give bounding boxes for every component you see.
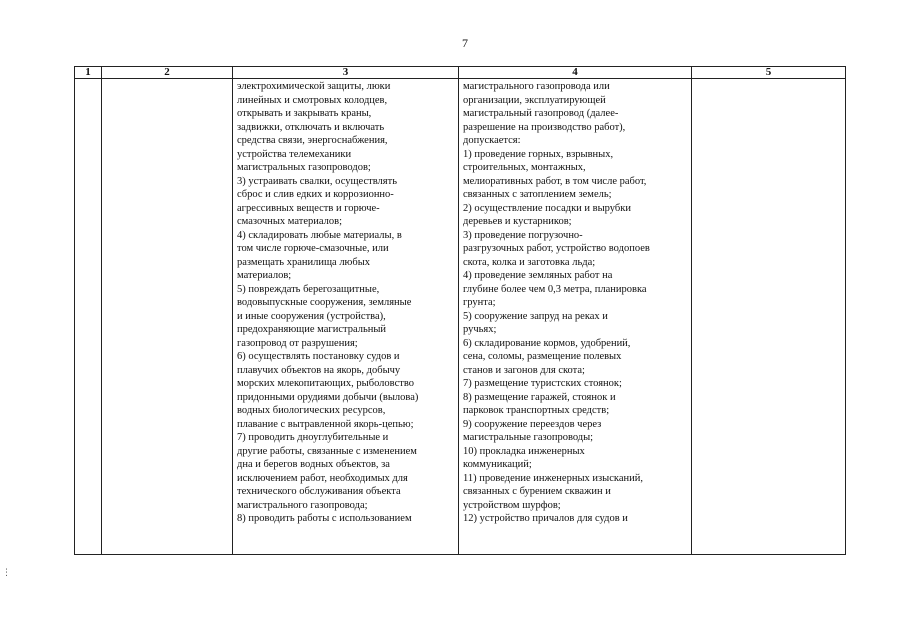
column-header-5: 5 xyxy=(692,67,846,79)
col3-text-line: дна и берегов водных объектов, за xyxy=(237,459,390,470)
col3-text-line: морских млекопитающих, рыболовство xyxy=(237,378,414,389)
col3-text-line: 7) проводить дноуглубительные и xyxy=(237,432,389,443)
col4-text-line: 10) прокладка инженерных xyxy=(463,445,585,457)
col4-text-line: деревьев и кустарников; xyxy=(463,216,572,227)
col3-text-line: задвижки, отключать и включать xyxy=(237,121,385,133)
page-number: 7 xyxy=(462,36,468,50)
col3-text-line: водовыпускные сооружения, земляные xyxy=(237,297,412,308)
col4-text-line: связанных с затоплением земель; xyxy=(463,189,612,200)
col3-text-line: предохраняющие магистральный xyxy=(237,324,387,335)
col4-text-line: ручьях; xyxy=(463,324,497,335)
col3-text-line: материалов; xyxy=(237,270,292,281)
col3-text-line: плавание с вытравленной якорь-цепью; xyxy=(237,418,414,430)
cell-col-3 xyxy=(233,79,459,555)
col3-text-line: 5) повреждать берегозащитные, xyxy=(237,283,380,295)
cell-col-5 xyxy=(692,79,846,555)
column-header-4: 4 xyxy=(459,67,692,79)
col3-text-line: газопровод от разрушения; xyxy=(237,337,358,349)
col4-text-line: магистрального газопровода или xyxy=(463,81,610,92)
col3-text-line: 8) проводить работы с использованием xyxy=(237,513,412,524)
col3-text-line: 6) осуществлять постановку судов и xyxy=(237,351,400,362)
col4-text-line: 2) осуществление посадки и вырубки xyxy=(463,202,631,214)
table-header-row xyxy=(75,67,846,79)
col4-text-line: 11) проведение инженерных изысканий, xyxy=(463,472,643,484)
col3-text-line: открывать и закрывать краны, xyxy=(237,108,372,119)
col4-text-line: 12) устройство причалов для судов и xyxy=(463,513,628,524)
col4-text-line: допускается: xyxy=(463,135,521,146)
column-header-3: 3 xyxy=(233,67,459,79)
col4-text-line: 6) складирование кормов, удобрений, xyxy=(463,337,631,349)
table-row xyxy=(75,79,846,555)
col3-text-line: размещать хранилища любых xyxy=(237,256,371,268)
col4-text-line: 7) размещение туристских стоянок; xyxy=(463,378,622,389)
col3-text-line: плавучих объектов на якорь, добычу xyxy=(237,364,401,376)
document-table xyxy=(74,66,846,555)
col3-text-line: и иные сооружения (устройства), xyxy=(237,310,386,322)
col3-text-line: технического обслуживания объекта xyxy=(237,486,401,497)
col3-text-line: 3) устраивать свалки, осуществлять xyxy=(237,175,397,187)
scan-edge-mark: ⋮ xyxy=(2,568,11,578)
col4-text-line: 9) сооружение переездов через xyxy=(463,418,602,430)
col3-text-line: 4) складировать любые материалы, в xyxy=(237,229,402,241)
col3-text-line: магистрального газопровода; xyxy=(237,499,368,511)
col4-text-line: связанных с бурением скважин и xyxy=(463,486,611,497)
col4-text-line: организации, эксплуатирующей xyxy=(463,94,606,106)
col4-text-line: парковок транспортных средств; xyxy=(463,405,610,416)
col3-text-line: водных биологических ресурсов, xyxy=(237,405,386,416)
col4-text-line: разгрузочных работ, устройство водопоев xyxy=(463,243,650,254)
col3-text-line: средства связи, энергоснабжения, xyxy=(237,135,388,146)
cell-col-1 xyxy=(75,79,102,555)
col4-text-line: грунта; xyxy=(463,297,496,308)
column-header-1: 1 xyxy=(75,67,102,79)
col3-text-line: том числе горюче-смазочные, или xyxy=(237,243,389,254)
col4-text-line: коммуникаций; xyxy=(463,459,532,470)
col3-text-line: придонными орудиями добычи (вылова) xyxy=(237,391,419,403)
col4-text-line: магистральные газопроводы; xyxy=(463,432,594,443)
col4-text-line: сена, соломы, размещение полевых xyxy=(463,351,622,362)
col3-text-line: линейных и смотровых колодцев, xyxy=(237,94,388,106)
col3-text-line: сброс и слив едких и коррозионно- xyxy=(237,189,394,200)
col4-text-line: мелиоративных работ, в том числе работ, xyxy=(463,175,647,187)
col4-text-line: 8) размещение гаражей, стоянок и xyxy=(463,391,616,403)
col3-text-line: устройства телемеханики xyxy=(237,148,352,160)
col4-text-line: скота, колка и заготовка льда; xyxy=(463,256,596,268)
cell-col-4 xyxy=(459,79,692,555)
cell-col-2 xyxy=(102,79,233,555)
column-header-2: 2 xyxy=(102,67,233,79)
col4-text-line: станов и загонов для скота; xyxy=(463,364,585,376)
col3-text-line: смазочных материалов; xyxy=(237,216,342,227)
col4-text-line: 5) сооружение запруд на реках и xyxy=(463,310,608,322)
col4-text-line: 4) проведение земляных работ на xyxy=(463,270,613,281)
col3-text-line: другие работы, связанные с изменением xyxy=(237,445,417,457)
col4-text-line: разрешение на производство работ), xyxy=(463,121,626,133)
col4-text-line: строительных, монтажных, xyxy=(463,162,586,173)
col4-text-line: магистральный газопровод (далее- xyxy=(463,108,619,119)
col3-text-line: магистральных газопроводов; xyxy=(237,162,371,173)
col3-text-line: электрохимической защиты, люки xyxy=(237,81,391,92)
col3-text-line: исключением работ, необходимых для xyxy=(237,472,408,484)
col3-text-line: агрессивных веществ и горюче- xyxy=(237,202,380,214)
col4-text-line: 3) проведение погрузочно- xyxy=(463,229,583,241)
col4-text-line: устройством шурфов; xyxy=(463,499,561,511)
col4-text-line: глубине более чем 0,3 метра, планировка xyxy=(463,283,647,295)
col4-text-line: 1) проведение горных, взрывных, xyxy=(463,148,614,160)
